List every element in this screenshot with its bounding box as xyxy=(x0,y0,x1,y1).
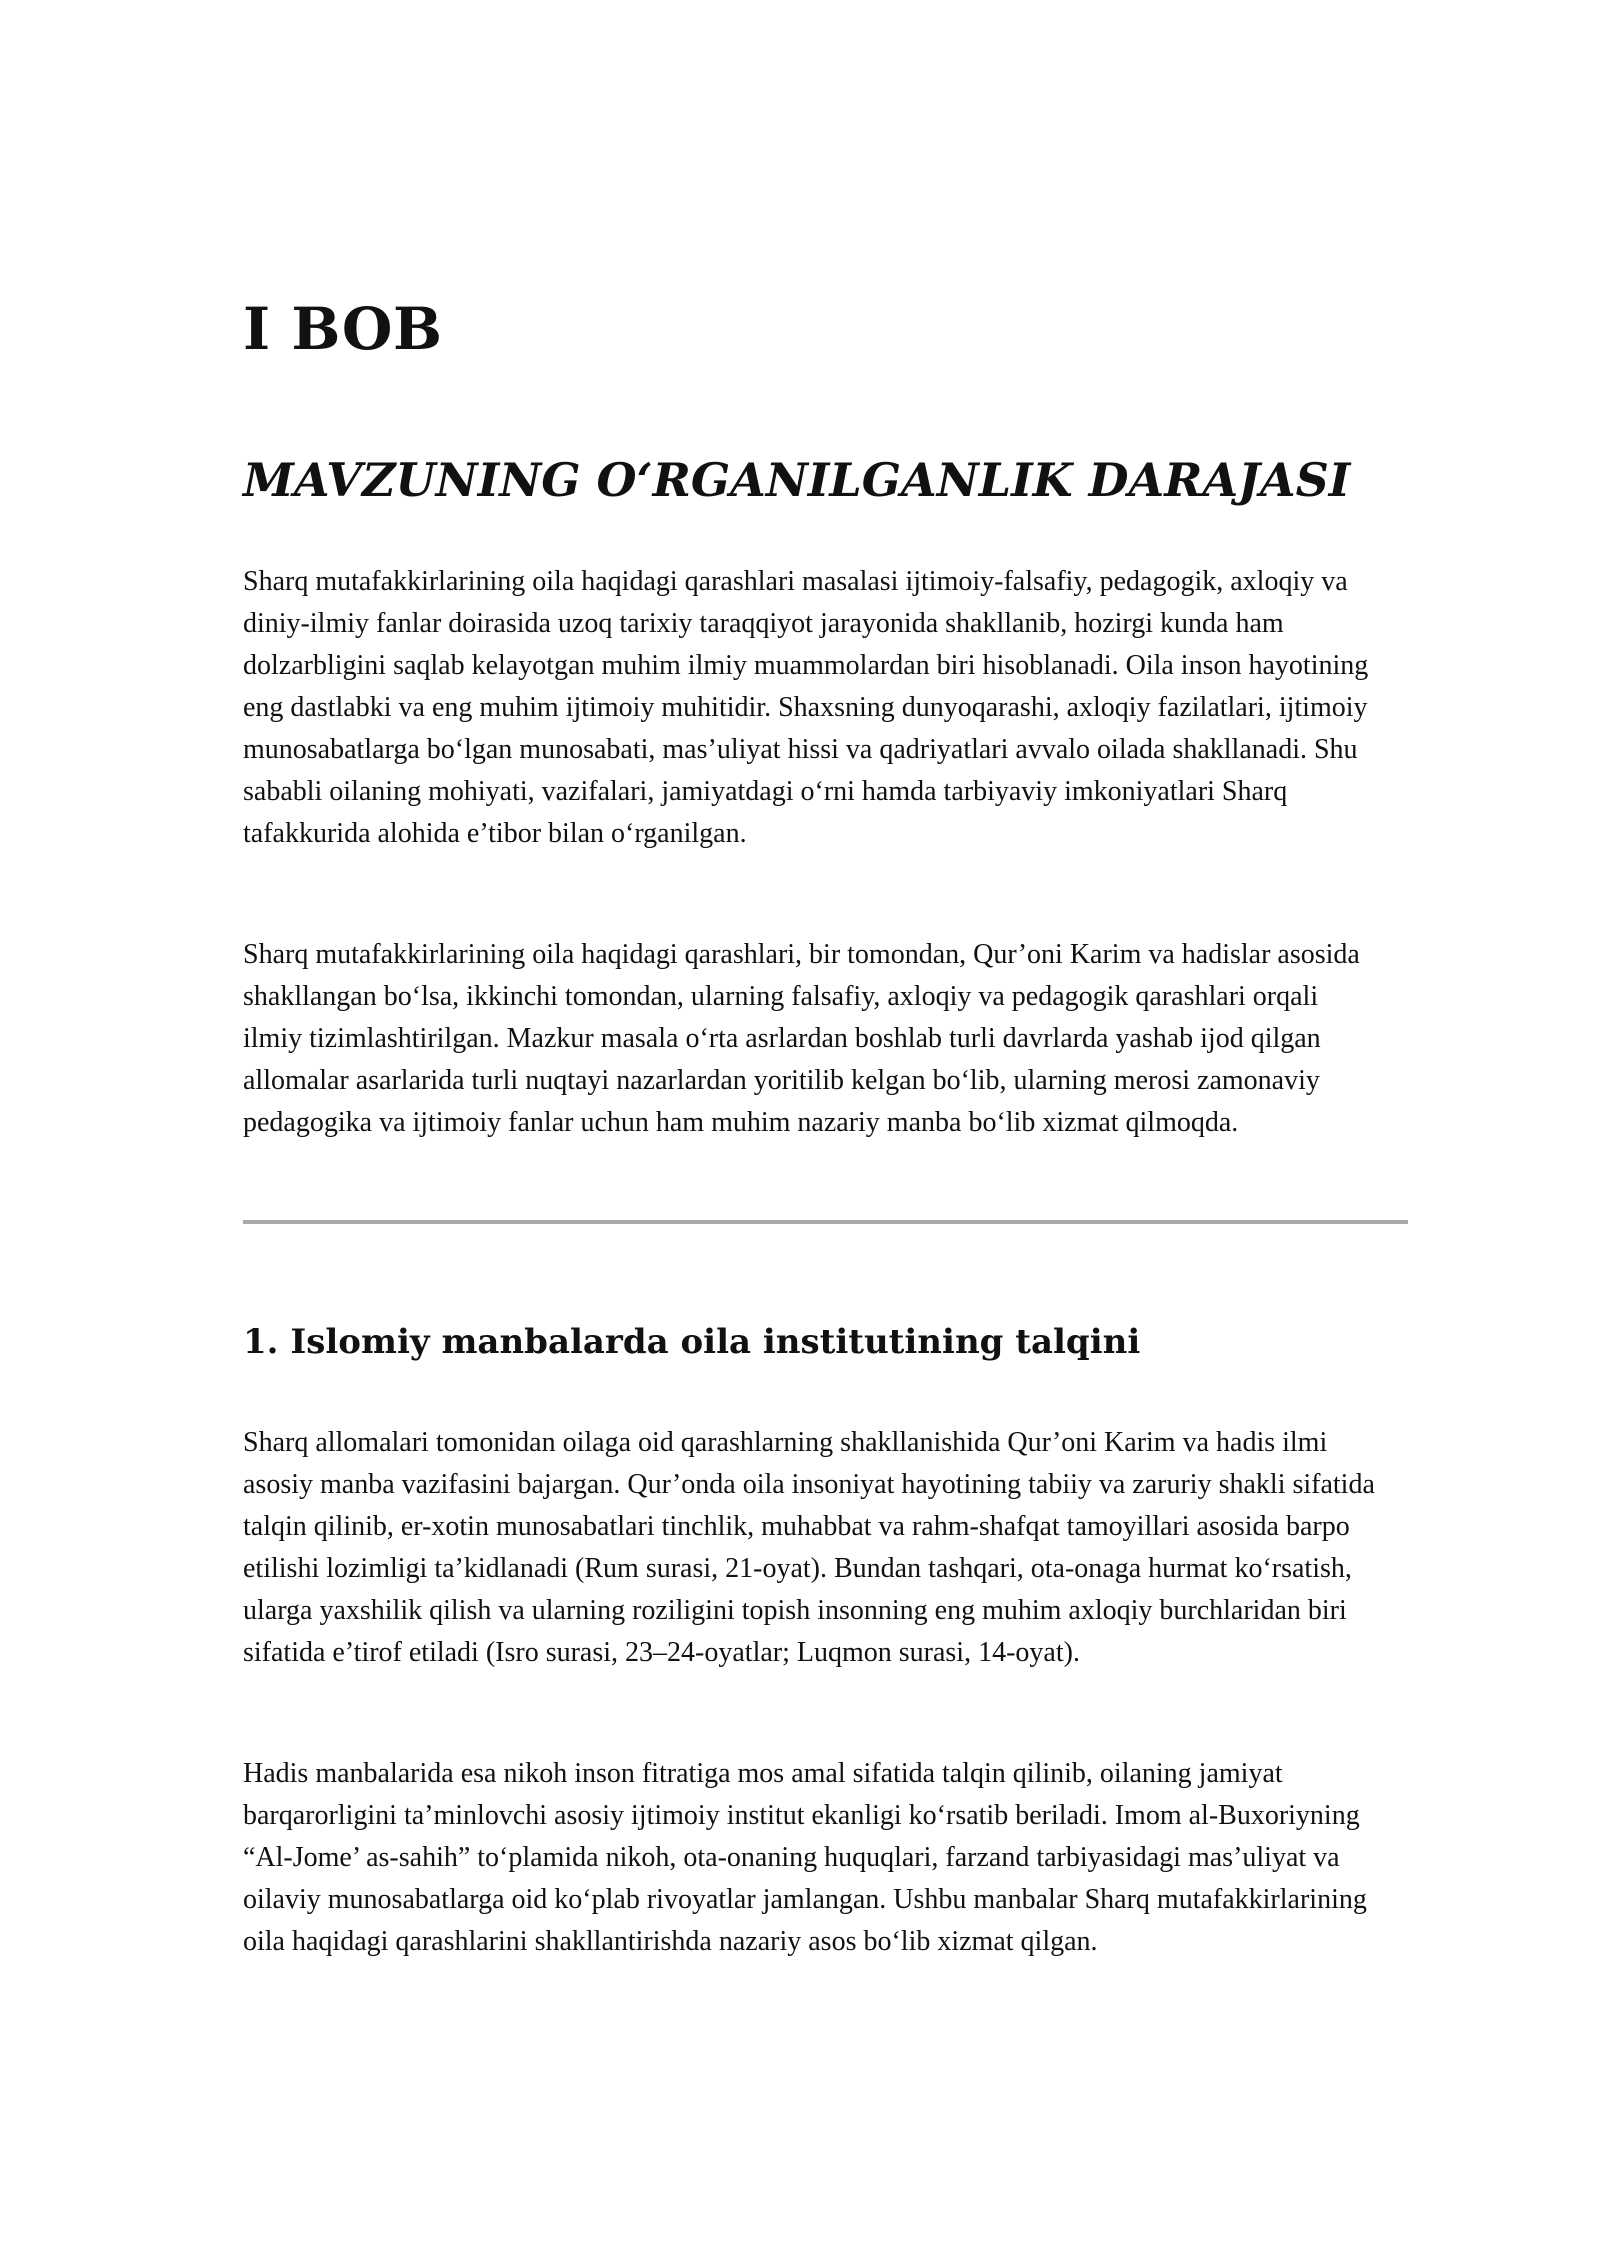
section-paragraph-2: Hadis manbalarida esa nikoh inson fitratiga mos amal sifatida talqin qilinib, oilaning jamiyat barqarorligini ta’minlovchi asosiy ijtimoiy institut ekanligi ko‘rsatib beriladi. Imom al-Buxoriyning “Al-Jome’ as-sahih” to‘plamida nikoh, ota-onaning huquqlari, farzand tarbiyasidagi mas’uliyat va oilaviy munosabatlarga oid ko‘plab rivoyatlar jamlangan. Ushbu manbalar Sharq mutafakkirlarining oila haqidagi qarashlarini shakllantirishda nazariy asos bo‘lib xizmat qilgan. xyxy=(243,1758,1367,1957)
intro-paragraph-1: Sharq mutafakkirlarining oila haqidagi qarashlari masalasi ijtimoiy-falsafiy, pedagogik, axloqiy va diniy-ilmiy fanlar doirasida uzoq tarixiy taraqqiyot jarayonida shakllanib, hozirgi kunda ham dolzarbligini saqlab kelayotgan muhim ilmiy muammolardan biri hisoblanadi. Oila inson hayotining eng dastlabki va eng muhim ijtimoiy muhitidir. Shaxsning dunyoqarashi, axloqiy fazilatlari, ijtimoiy munosabatlarga bo‘lgan munosabati, mas’uliyat hissi va qadriyatlari avvalo oilada shakllanadi. Shu sababli oilaning mohiyati, vazifalari, jamiyatdagi o‘rni hamda tarbiyaviy imkoniyatlari Sharq tafakkurida alohida e’tibor bilan o‘rganilgan. xyxy=(243,566,1369,849)
chapter-subtitle: MAVZUNING O‘RGANILGANLIK DARAJASI xyxy=(243,453,1351,507)
intro-paragraph-2: Sharq mutafakkirlarining oila haqidagi qarashlari, bir tomondan, Qur’oni Karim va hadislar asosida shakllangan bo‘lsa, ikkinchi tomondan, ularning falsafiy, axloqiy va pedagogik qarashlari orqali ilmiy tizimlashtirilgan. Mazkur masala o‘rta asrlardan boshlab turli davrlarda yashab ijod qilgan allomalar asarlarida turli nuqtayi nazarlardan yoritilib kelgan bo‘lib, ularning merosi zamonaviy pedagogika va ijtimoiy fanlar uchun ham muhim nazariy manba bo‘lib xizmat qilmoqda. xyxy=(243,939,1360,1138)
section-heading: 1. Islomiy manbalarda oila institutining talqini xyxy=(243,1322,1141,1362)
section-divider xyxy=(243,1220,1408,1224)
chapter-title: I BOB xyxy=(243,295,443,363)
section-paragraph-1: Sharq allomalari tomonidan oilaga oid qarashlarning shakllanishida Qur’oni Karim va hadis ilmi asosiy manba vazifasini bajargan. Qur’onda oila insoniyat hayotining tabiiy va zaruriy shakli sifatida talqin qilinib, er-xotin munosabatlari tinchlik, muhabbat va rahm-shafqat tamoyillari asosida barpo etilishi lozimligi ta’kidlanadi (Rum surasi, 21-oyat). Bundan tashqari, ota-onaga hurmat ko‘rsatish, ularga yaxshilik qilish va ularning roziligini topish insonning eng muhim axloqiy burchlaridan biri sifatida e’tirof etiladi (Isro surasi, 23–24-oyatlar; Luqmon surasi, 14-oyat). xyxy=(243,1427,1375,1668)
